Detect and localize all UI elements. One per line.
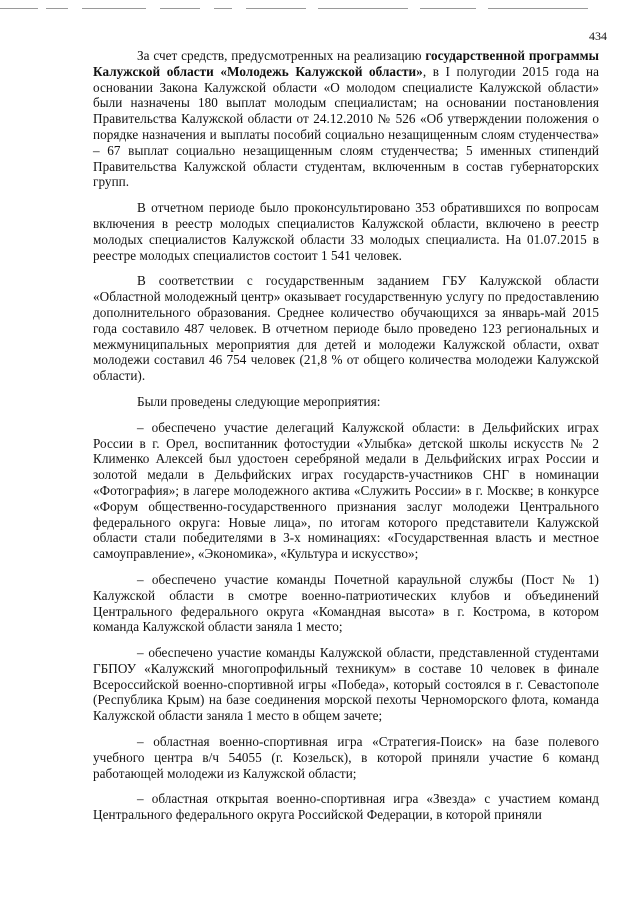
paragraph-delphic-games: – обеспечено участие делегаций Калужской области: в Дельфийских играх России в г. Орел, воспитанник фотостудии «Улыбка» детской школы искусств № 2 Клименко Алексей был удостоен серебряной медали в Дельфийских играх России и золотой медали в Дельфийских играх государств-участников СНГ в номинации «Фотография»; в лагере молодежного актива «Служить России» в г. Москве; в конкурсе «Форум общественно-государственного признания заслуг молодежи Центрального федерального округа: Новые лица», по итогам которого представители Калужской области стали победителями в 3-х номинациях: «Государственная власть и местное самоуправление», «Экономика», «Культура и искусство»;: [93, 419, 599, 562]
paragraph-pobeda-game: – обеспечено участие команды Калужской области, представленной студентами ГБПОУ «Калужский многопрофильный техникум» в составе 10 человек в финале Всероссийской военно-спортивной игры «Победа», который состоялся в г. Севастополе (Республика Крым) на базе соединения морской пехоты Черноморского флота, команда Калужской области заняла 1 место в общем зачете;: [93, 645, 599, 724]
paragraph-honor-guard: – обеспечено участие команды Почетной караульной службы (Пост № 1) Калужской области в смотре военно-патриотических клубов и объединений Центрального федерального округа «Командная высота» в г. Кострома, в котором команда Калужской области заняла 1 место;: [93, 571, 599, 635]
paragraph-1-rest: , в I полугодии 2015 года на основании Закона Калужской области «О молодом специалисте Калужской области» были назначены 180 выплат молодым специалистам; на основании постановления Правительства Калужской области от 24.12.2010 № 526 «Об утверждении положения о порядке назначения и выплаты пособий социально незащищенным слоям студенчества» – 67 выплат социально незащищенным слоям студенчества; 5 именных стипендий Правительства Калужской области студентам, включенным в состав губернаторских групп.: [93, 63, 599, 190]
paragraph-registry: В отчетном периоде было проконсультировано 353 обратившихся по вопросам включения в реестр молодых специалистов Калужской области, включено в реестр молодых специалистов Калужской области 33 молодых специалиста. На 01.07.2015 в реестре молодых специалистов состоит 1 541 человек.: [93, 200, 599, 263]
document-body: [93, 48, 599, 833]
paragraph-youth-center: В соответствии с государственным заданием ГБУ Калужской области «Областной молодежный центр» оказывает государственную услугу по предоставлению дополнительного образования. Среднее количество обучающихся за январь-май 2015 года составило 487 человек. В отчетном периоде было проведено 123 региональных и межмуниципальных мероприятия для детей и молодежи Калужской области, охват молодежи составил 46 754 человек (21,8 % от общего количества молодежи Калужской области).: [93, 273, 599, 384]
paragraph-strategy-search: – областная военно-спортивная игра «Стратегия-Поиск» на базе полевого учебного центра в/ч 54055 (г. Козельск), в которой приняли участие 6 команд работающей молодежи из Калужской области;: [93, 734, 599, 781]
scan-edge-artifact: [0, 8, 640, 11]
paragraph-1-lead: За счет средств, предусмотренных на реализацию: [137, 48, 426, 63]
paragraph-events-intro: Были проведены следующие мероприятия:: [137, 393, 381, 409]
paragraph-1-program-name: государственной программы Калужской области «Молодежь Калужской области»: [93, 48, 599, 79]
paragraph-zvezda-game: – областная открытая военно-спортивная игра «Звезда» с участием команд Центрального федерального округа Российской Федерации, в которой приняли: [93, 791, 599, 823]
paragraph-program-funding: [93, 48, 599, 190]
page-number: 434: [589, 29, 607, 43]
